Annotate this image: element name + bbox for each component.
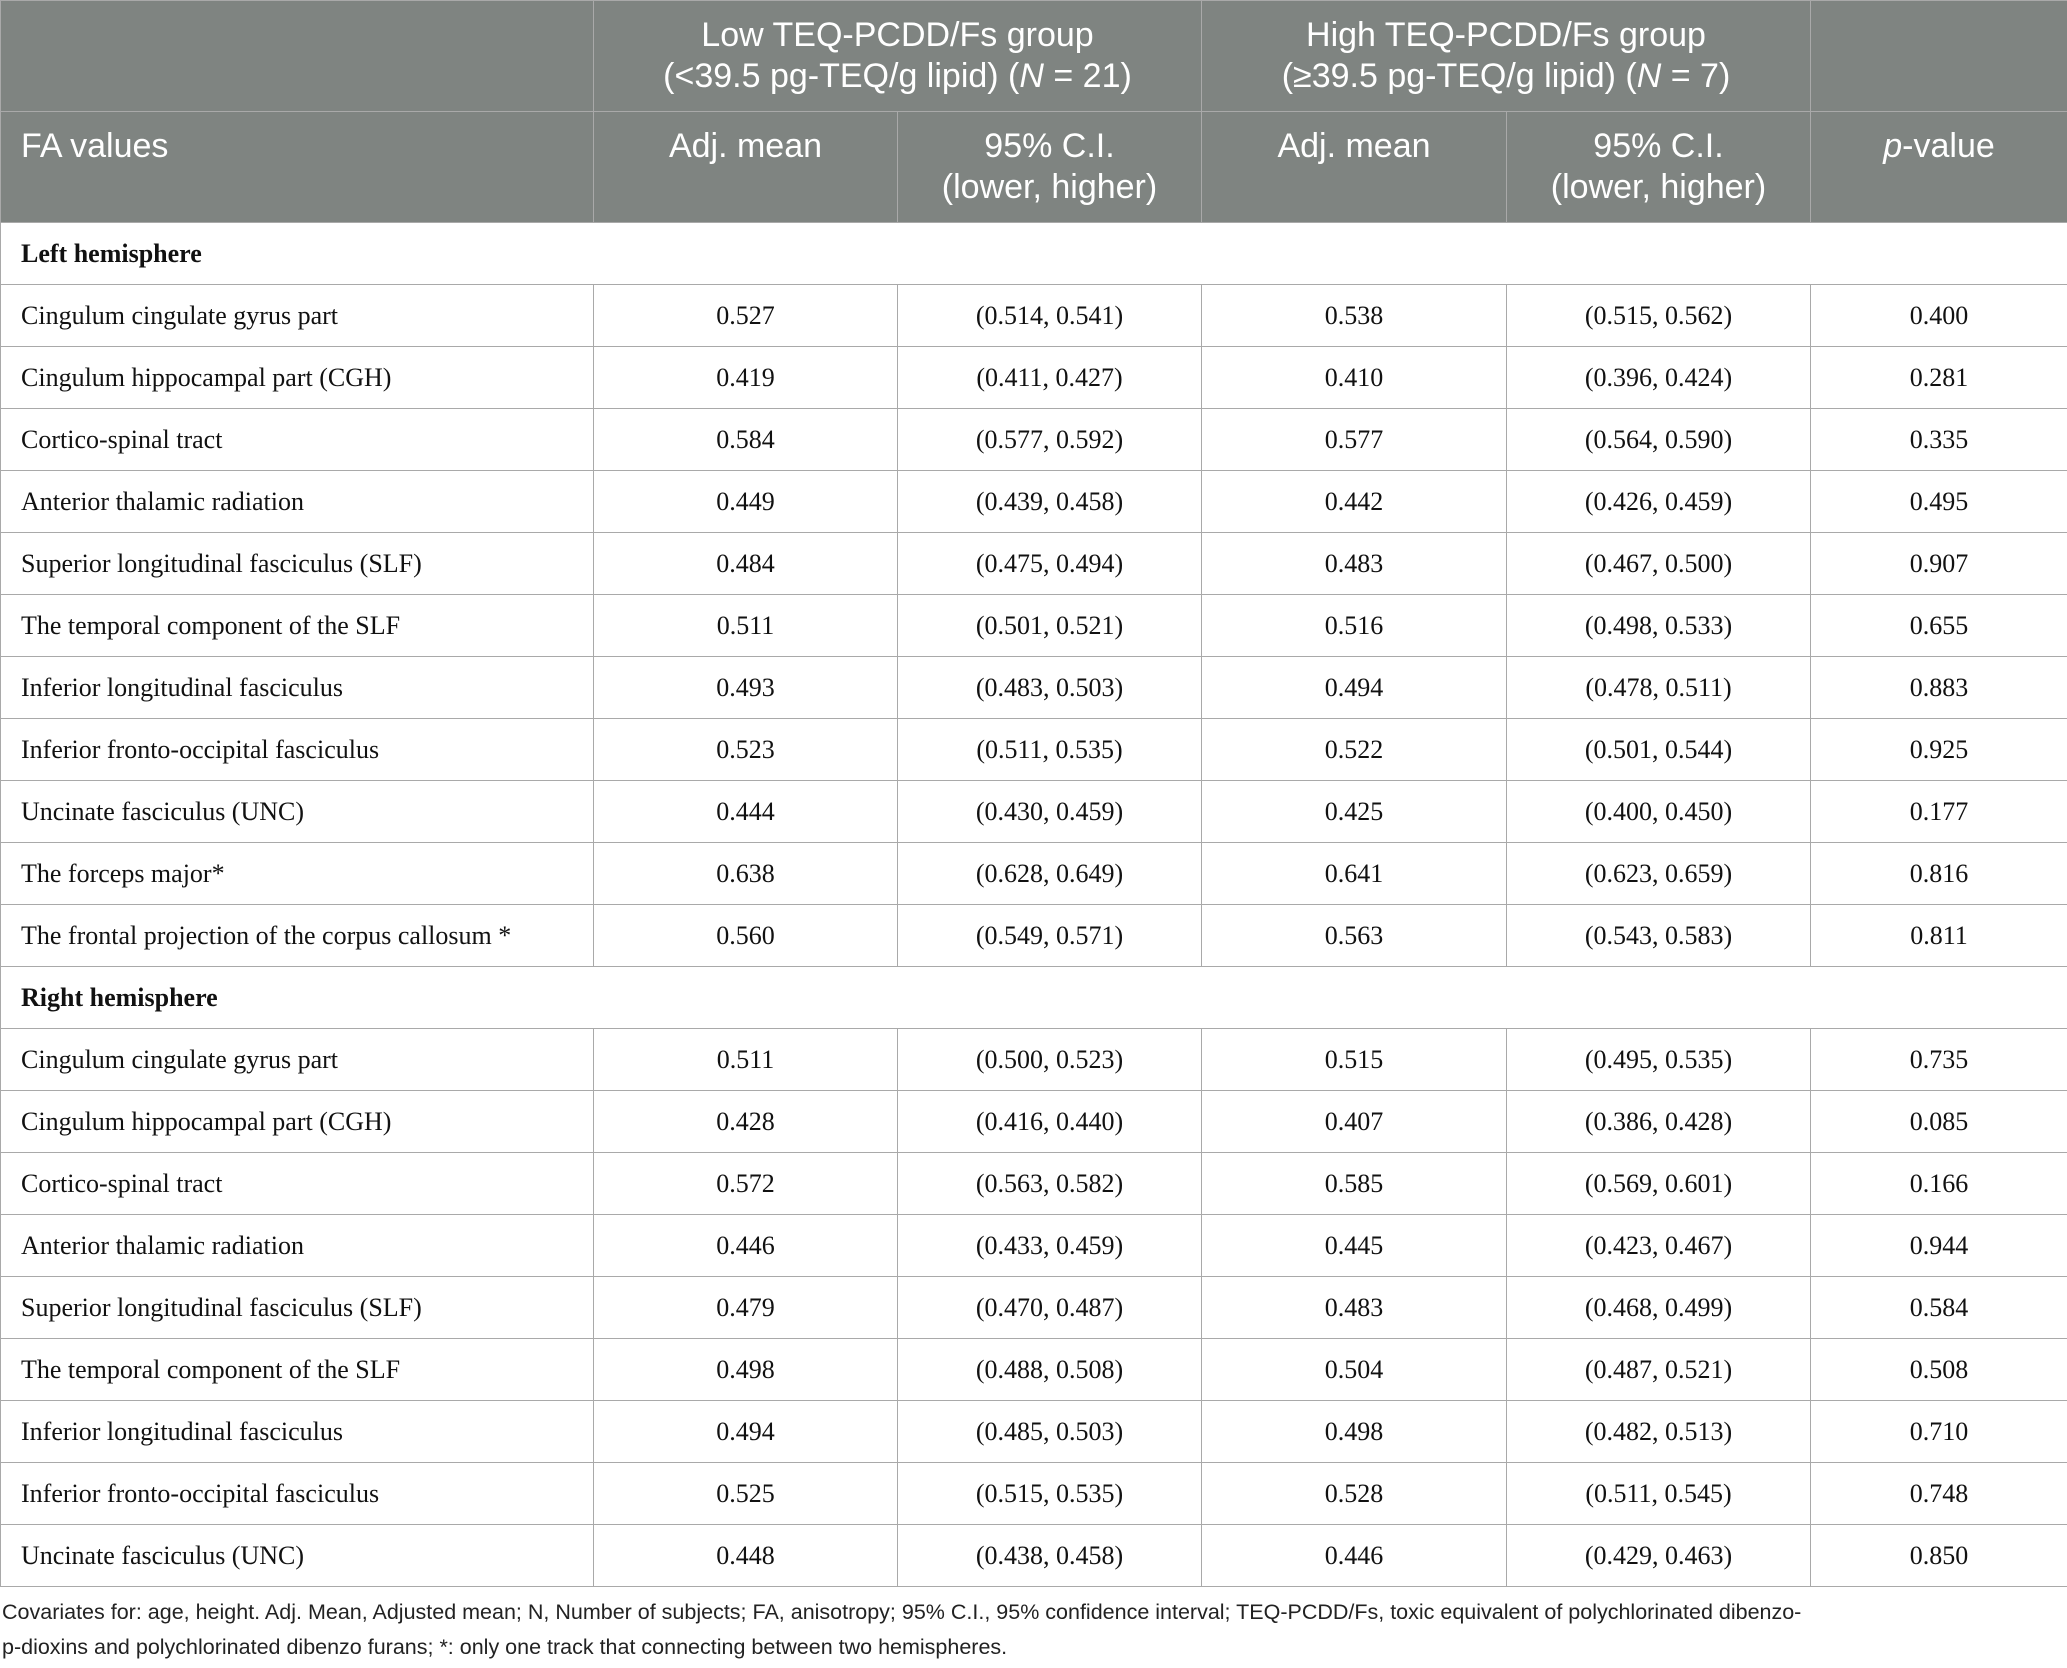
table-row xyxy=(1,347,2067,409)
low-ci: (0.485, 0.503) xyxy=(898,1401,1202,1463)
high-adj-mean: 0.522 xyxy=(1202,719,1507,781)
low-ci: (0.416, 0.440) xyxy=(898,1091,1202,1153)
row-name: The forceps major* xyxy=(1,843,594,905)
p-value: 0.735 xyxy=(1811,1029,2067,1091)
footnote-line-1: Covariates for: age, height. Adj. Mean, Adjusted mean; N, Number of subjects; FA, anisotropy; 95% C.I., 95% confidence interval; TEQ-PCDD/Fs, toxic equivalent of polychlorinated dibenzo- xyxy=(2,1600,1802,1624)
low-ci: (0.577, 0.592) xyxy=(898,409,1202,471)
p-value: 0.085 xyxy=(1811,1091,2067,1153)
low-ci: (0.563, 0.582) xyxy=(898,1153,1202,1215)
table-row xyxy=(1,719,2067,781)
table-row xyxy=(1,1339,2067,1401)
header-row-columns xyxy=(1,112,2067,223)
table-row xyxy=(1,1029,2067,1091)
high-adj-mean: 0.577 xyxy=(1202,409,1507,471)
header-row-groups xyxy=(1,1,2067,112)
high-adj-mean: 0.538 xyxy=(1202,285,1507,347)
low-adj-mean: 0.498 xyxy=(594,1339,898,1401)
row-name: The temporal component of the SLF xyxy=(1,1339,594,1401)
section-title: Right hemisphere xyxy=(1,967,2067,1029)
row-name: The temporal component of the SLF xyxy=(1,595,594,657)
low-ci: (0.549, 0.571) xyxy=(898,905,1202,967)
p-value: 0.907 xyxy=(1811,533,2067,595)
low-adj-mean: 0.560 xyxy=(594,905,898,967)
low-ci: (0.470, 0.487) xyxy=(898,1277,1202,1339)
table-row xyxy=(1,1401,2067,1463)
row-name: Cingulum cingulate gyrus part xyxy=(1,1029,594,1091)
low-adj-mean: 0.448 xyxy=(594,1525,898,1587)
low-adj-mean: 0.444 xyxy=(594,781,898,843)
high-adj-mean: 0.446 xyxy=(1202,1525,1507,1587)
low-adj-mean: 0.428 xyxy=(594,1091,898,1153)
row-name: Superior longitudinal fasciculus (SLF) xyxy=(1,533,594,595)
high-ci: (0.487, 0.521) xyxy=(1507,1339,1811,1401)
p-value: 0.655 xyxy=(1811,595,2067,657)
high-ci: (0.396, 0.424) xyxy=(1507,347,1811,409)
row-name: Cingulum cingulate gyrus part xyxy=(1,285,594,347)
high-adj-mean: 0.528 xyxy=(1202,1463,1507,1525)
header-low-group xyxy=(594,1,1202,112)
high-ci: (0.501, 0.544) xyxy=(1507,719,1811,781)
header-low-group-title: Low TEQ-PCDD/Fs group xyxy=(701,16,1094,54)
header-low-adj-mean: Adj. mean xyxy=(594,112,898,223)
high-ci: (0.511, 0.545) xyxy=(1507,1463,1811,1525)
high-ci: (0.495, 0.535) xyxy=(1507,1029,1811,1091)
low-ci: (0.514, 0.541) xyxy=(898,285,1202,347)
low-ci: (0.475, 0.494) xyxy=(898,533,1202,595)
high-ci: (0.482, 0.513) xyxy=(1507,1401,1811,1463)
header-high-adj-mean: Adj. mean xyxy=(1202,112,1507,223)
high-adj-mean: 0.483 xyxy=(1202,533,1507,595)
low-adj-mean: 0.446 xyxy=(594,1215,898,1277)
p-value: 0.850 xyxy=(1811,1525,2067,1587)
table-row xyxy=(1,471,2067,533)
high-ci: (0.564, 0.590) xyxy=(1507,409,1811,471)
high-adj-mean: 0.483 xyxy=(1202,1277,1507,1339)
header-low-ci-line2: (lower, higher) xyxy=(941,168,1158,206)
row-name: Uncinate fasciculus (UNC) xyxy=(1,1525,594,1587)
high-ci: (0.543, 0.583) xyxy=(1507,905,1811,967)
table-row xyxy=(1,843,2067,905)
header-high-ci-line2: (lower, higher) xyxy=(1550,168,1767,206)
section-header-row xyxy=(1,967,2067,1029)
low-ci: (0.628, 0.649) xyxy=(898,843,1202,905)
row-name: Anterior thalamic radiation xyxy=(1,1215,594,1277)
header-p-suffix: -value xyxy=(1902,127,1995,165)
low-adj-mean: 0.449 xyxy=(594,471,898,533)
low-adj-mean: 0.638 xyxy=(594,843,898,905)
table-row xyxy=(1,533,2067,595)
high-ci: (0.467, 0.500) xyxy=(1507,533,1811,595)
header-high-n-symbol: N xyxy=(1636,57,1662,95)
header-high-group-threshold xyxy=(1202,56,1810,97)
low-adj-mean: 0.511 xyxy=(594,1029,898,1091)
low-ci: (0.411, 0.427) xyxy=(898,347,1202,409)
table-row xyxy=(1,1525,2067,1587)
header-high-n-value: = 7) xyxy=(1661,57,1731,95)
section-title: Left hemisphere xyxy=(1,223,2067,285)
low-ci: (0.438, 0.458) xyxy=(898,1525,1202,1587)
low-adj-mean: 0.479 xyxy=(594,1277,898,1339)
header-low-n-symbol: N xyxy=(1019,57,1044,95)
table-row xyxy=(1,1463,2067,1525)
table-row xyxy=(1,781,2067,843)
p-value: 0.400 xyxy=(1811,285,2067,347)
high-adj-mean: 0.516 xyxy=(1202,595,1507,657)
table-row xyxy=(1,409,2067,471)
p-value: 0.508 xyxy=(1811,1339,2067,1401)
p-value: 0.811 xyxy=(1811,905,2067,967)
p-value: 0.925 xyxy=(1811,719,2067,781)
low-adj-mean: 0.572 xyxy=(594,1153,898,1215)
high-ci: (0.569, 0.601) xyxy=(1507,1153,1811,1215)
high-adj-mean: 0.515 xyxy=(1202,1029,1507,1091)
row-name: Cortico-spinal tract xyxy=(1,409,594,471)
low-adj-mean: 0.523 xyxy=(594,719,898,781)
p-value: 0.816 xyxy=(1811,843,2067,905)
p-value: 0.584 xyxy=(1811,1277,2067,1339)
high-adj-mean: 0.498 xyxy=(1202,1401,1507,1463)
high-adj-mean: 0.425 xyxy=(1202,781,1507,843)
low-adj-mean: 0.511 xyxy=(594,595,898,657)
header-empty-cell xyxy=(1,1,594,112)
high-ci: (0.400, 0.450) xyxy=(1507,781,1811,843)
p-value: 0.944 xyxy=(1811,1215,2067,1277)
header-low-threshold-text: (<39.5 pg-TEQ/g lipid) ( xyxy=(663,57,1020,95)
high-adj-mean: 0.410 xyxy=(1202,347,1507,409)
low-ci: (0.439, 0.458) xyxy=(898,471,1202,533)
high-ci: (0.429, 0.463) xyxy=(1507,1525,1811,1587)
header-high-ci-line1: 95% C.I. xyxy=(1593,127,1724,165)
header-low-group-threshold xyxy=(594,56,1201,97)
row-name: Cingulum hippocampal part (CGH) xyxy=(1,1091,594,1153)
p-value: 0.335 xyxy=(1811,409,2067,471)
table-row xyxy=(1,285,2067,347)
section-header-row xyxy=(1,223,2067,285)
header-fa-values: FA values xyxy=(1,112,594,223)
high-adj-mean: 0.504 xyxy=(1202,1339,1507,1401)
high-adj-mean: 0.563 xyxy=(1202,905,1507,967)
high-ci: (0.623, 0.659) xyxy=(1507,843,1811,905)
low-ci: (0.488, 0.508) xyxy=(898,1339,1202,1401)
table-row xyxy=(1,1091,2067,1153)
row-name: Uncinate fasciculus (UNC) xyxy=(1,781,594,843)
low-ci: (0.500, 0.523) xyxy=(898,1029,1202,1091)
high-adj-mean: 0.442 xyxy=(1202,471,1507,533)
low-ci: (0.501, 0.521) xyxy=(898,595,1202,657)
high-ci: (0.478, 0.511) xyxy=(1507,657,1811,719)
p-value: 0.710 xyxy=(1811,1401,2067,1463)
p-value: 0.883 xyxy=(1811,657,2067,719)
high-adj-mean: 0.445 xyxy=(1202,1215,1507,1277)
high-ci: (0.426, 0.459) xyxy=(1507,471,1811,533)
high-adj-mean: 0.407 xyxy=(1202,1091,1507,1153)
row-name: Cingulum hippocampal part (CGH) xyxy=(1,347,594,409)
row-name: Inferior fronto-occipital fasciculus xyxy=(1,1463,594,1525)
high-ci: (0.386, 0.428) xyxy=(1507,1091,1811,1153)
low-adj-mean: 0.493 xyxy=(594,657,898,719)
p-value: 0.281 xyxy=(1811,347,2067,409)
header-low-ci-line1: 95% C.I. xyxy=(984,127,1115,165)
high-adj-mean: 0.585 xyxy=(1202,1153,1507,1215)
header-low-n-value: = 21) xyxy=(1043,57,1132,95)
row-name: Inferior longitudinal fasciculus xyxy=(1,1401,594,1463)
p-value: 0.166 xyxy=(1811,1153,2067,1215)
low-adj-mean: 0.584 xyxy=(594,409,898,471)
header-high-group-title: High TEQ-PCDD/Fs group xyxy=(1306,16,1706,54)
low-ci: (0.511, 0.535) xyxy=(898,719,1202,781)
header-high-ci xyxy=(1507,112,1811,223)
high-ci: (0.515, 0.562) xyxy=(1507,285,1811,347)
high-adj-mean: 0.494 xyxy=(1202,657,1507,719)
header-high-group xyxy=(1202,1,1811,112)
row-name: The frontal projection of the corpus callosum * xyxy=(1,905,594,967)
high-ci: (0.468, 0.499) xyxy=(1507,1277,1811,1339)
p-value: 0.495 xyxy=(1811,471,2067,533)
table-body xyxy=(1,223,2067,1587)
footnote-line-2: p-dioxins and polychlorinated dibenzo furans; *: only one track that connecting between two hemispheres. xyxy=(2,1635,1008,1659)
header-p-symbol: p xyxy=(1883,127,1903,165)
row-name: Inferior longitudinal fasciculus xyxy=(1,657,594,719)
table-row xyxy=(1,1153,2067,1215)
low-adj-mean: 0.525 xyxy=(594,1463,898,1525)
row-name: Cortico-spinal tract xyxy=(1,1153,594,1215)
header-p-value xyxy=(1811,112,2067,223)
table-footnote xyxy=(0,1587,2067,1665)
low-adj-mean: 0.484 xyxy=(594,533,898,595)
table-header xyxy=(1,1,2067,223)
p-value: 0.748 xyxy=(1811,1463,2067,1525)
header-high-threshold-text: (≥39.5 pg-TEQ/g lipid) ( xyxy=(1281,57,1637,95)
row-name: Anterior thalamic radiation xyxy=(1,471,594,533)
row-name: Inferior fronto-occipital fasciculus xyxy=(1,719,594,781)
high-ci: (0.423, 0.467) xyxy=(1507,1215,1811,1277)
low-ci: (0.483, 0.503) xyxy=(898,657,1202,719)
high-adj-mean: 0.641 xyxy=(1202,843,1507,905)
table-row xyxy=(1,1215,2067,1277)
table-row xyxy=(1,905,2067,967)
low-ci: (0.430, 0.459) xyxy=(898,781,1202,843)
table-row xyxy=(1,657,2067,719)
table-row xyxy=(1,595,2067,657)
p-value: 0.177 xyxy=(1811,781,2067,843)
low-ci: (0.515, 0.535) xyxy=(898,1463,1202,1525)
high-ci: (0.498, 0.533) xyxy=(1507,595,1811,657)
low-adj-mean: 0.527 xyxy=(594,285,898,347)
row-name: Superior longitudinal fasciculus (SLF) xyxy=(1,1277,594,1339)
low-adj-mean: 0.419 xyxy=(594,347,898,409)
header-empty-cell-p xyxy=(1811,1,2067,112)
table-row xyxy=(1,1277,2067,1339)
low-adj-mean: 0.494 xyxy=(594,1401,898,1463)
low-ci: (0.433, 0.459) xyxy=(898,1215,1202,1277)
header-low-ci xyxy=(898,112,1202,223)
